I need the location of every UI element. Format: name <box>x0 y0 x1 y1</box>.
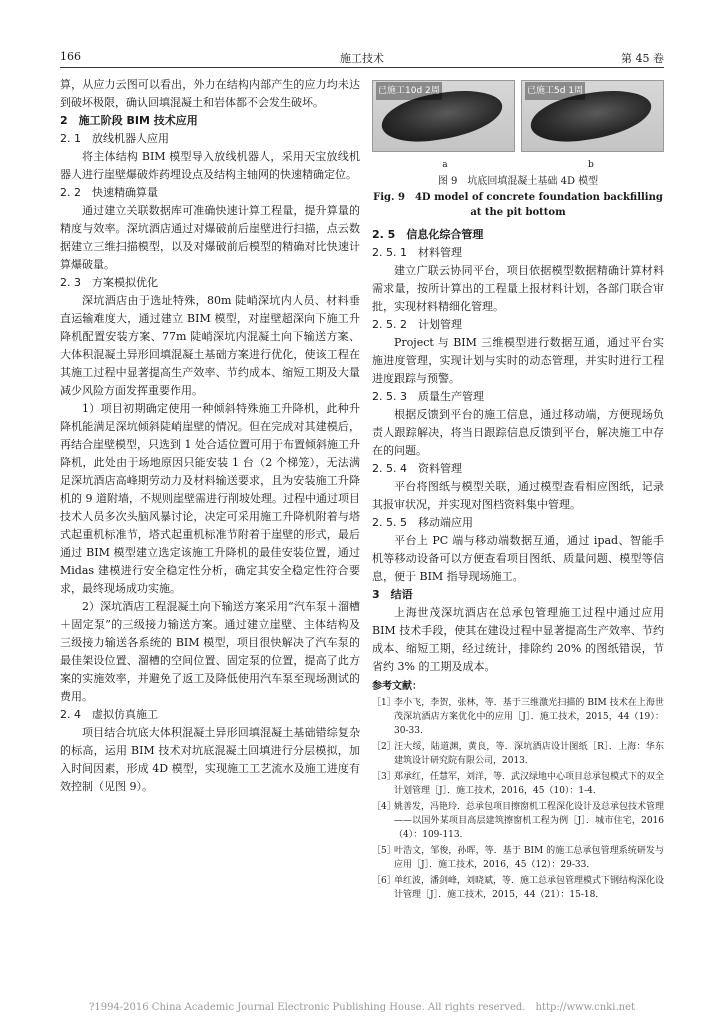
paragraph: 算，从应力云图可以看出，外力在结构内部产生的应力均未达到破坏极限，确认回填混凝土和岩体都不会发生破坏。 <box>60 78 360 109</box>
paragraph: 平台上 PC 端与移动端数据互通，通过 ipad、智能手机等移动设备可以方便查看项目图纸、质量问题、模型等信息，便于 BIM 指导现场施工。 <box>372 534 664 583</box>
paragraph: 项目结合坑底大体积混凝土异形回填混凝土基础错综复杂的标高，运用 BIM 技术对坑底混凝土回填进行分层模拟，加入时间因素，形成 4D 模型，实现施工工艺流水及施工进度有效控制（见图 9）。 <box>60 726 360 793</box>
image-label: 已施工5d 1周 <box>525 82 585 100</box>
sublabel-a: a <box>442 160 448 170</box>
subsection-heading: 2. 5. 5 移动端应用 <box>372 516 473 529</box>
volume-label: 第 45 卷 <box>621 52 664 65</box>
reference-number: ［5］ <box>372 846 396 856</box>
right-column <box>372 80 664 904</box>
reference-item <box>372 844 664 872</box>
figure-image-b <box>521 80 664 152</box>
figure-caption-cn: 图 9 坑底回填混凝土基础 4D 模型 <box>437 176 599 187</box>
image-label: 已施工10d 2周 <box>376 82 442 100</box>
paragraph: 上海世茂深坑酒店在总承包管理施工过程中通过应用 BIM 技术手段，使其在建设过程中显著提高生产效率、节约成本、缩短工期，经过统计，排除约 20% 的图纸错误，节省约 3% 的工期及成本。 <box>372 606 664 673</box>
figure-sublabels <box>372 156 664 168</box>
paragraph: 平台将图纸与模型关联，通过模型查看相应图纸，记录其报审状况，并实现对图档资料集中管理。 <box>372 480 664 511</box>
reference-number: ［2］ <box>372 742 396 752</box>
figure-caption-en: Fig. 9 4D model of concrete foundation backfilling at the pit bottom <box>373 192 663 218</box>
reference-text: 单红波，潘剑峰，刘晓斌，等．施工总承包管理模式下钢结构深化设计管理［J］．施工技术，2015，44（21）：15-18． <box>394 876 665 900</box>
subsection-heading: 2. 5. 4 资料管理 <box>372 462 462 475</box>
paragraph: 1）项目初期确定使用一种倾斜特殊施工升降机，此种升降机能满足深坑倾斜陡峭崖壁的情况。但在完成对其建模后，再结合崖壁模型，只选到 1 处合适位置可用于布置倾斜施工升降机，此处由于场地原因只能安装 1 台（2 个梯笼），无法满足深坑酒店高峰期劳动力及材料输送要求，且为安装施工升降机的 9 道附墙，不规则崖壁需进行削坡处理。过程中通过项目技术人员多次头脑风暴讨论，决定可采用施工升降机附着与塔式起重机标准节，塔式起重机标准节附着于崖壁的形式，最后通过 BIM 模型建立选定该施工升降机的最佳安装位置，通过 Midas 建模进行安全稳定性分析，确定其安全稳定性符合要求，最终现场成功实施。 <box>60 402 360 595</box>
subsection-heading: 2. 5. 1 材料管理 <box>372 246 462 259</box>
reference-text: 汪大绥，陆道渊，黄良，等．深坑酒店设计图纸［R］．上海：华东建筑设计研究院有限公司，2013． <box>394 742 664 766</box>
reference-item <box>372 874 664 902</box>
paragraph: 建立广联云协同平台，项目依据模型数据精确计算材料需求量，按所计算出的工程量上报材料计划，各部门联合审批，实现材料精细化管理。 <box>372 264 664 313</box>
header-rule <box>60 67 664 68</box>
subsection-heading: 2. 5. 2 计划管理 <box>372 318 462 331</box>
reference-item <box>372 740 664 768</box>
figure-9 <box>372 80 664 220</box>
reference-number: ［1］ <box>372 698 396 708</box>
copyright-footer: ?1994-2016 China Academic Journal Electronic Publishing House. All rights reserved. http://www.cnki.net <box>88 1002 635 1013</box>
sublabel-b: b <box>588 160 594 170</box>
page-number: 166 <box>60 50 81 63</box>
page-header <box>60 50 664 66</box>
reference-item <box>372 800 664 842</box>
section-heading: 3 结语 <box>372 588 413 601</box>
paragraph: 根据反馈到平台的施工信息，通过移动端，方便现场负责人跟踪解决，将当日跟踪信息反馈到平台，解决施工中存在的问题。 <box>372 408 664 457</box>
section-heading: 2 施工阶段 BIM 技术应用 <box>60 114 198 127</box>
reference-item <box>372 770 664 798</box>
reference-number: ［3］ <box>372 772 396 782</box>
subsection-heading: 2. 4 虚拟仿真施工 <box>60 708 158 721</box>
journal-name: 施工技术 <box>340 52 384 65</box>
reference-text: 李小飞，李贺，张林，等．基于三维激光扫描的 BIM 技术在上海世茂深坑酒店方案优化中的应用［J］．施工技术，2015，44（19）：30-33． <box>394 698 664 736</box>
reference-text: 叶浩文，邹俊，孙晖，等．基于 BIM 的施工总承包管理系统研发与应用［J］．施工技术，2016，45（12）：29-33． <box>394 846 664 870</box>
subsection-heading: 2. 3 方案模拟优化 <box>60 276 158 289</box>
reference-text: 姚善发，冯艳玲．总承包项目擦窗机工程深化设计及总承包技术管理——以国外某项目高层建筑擦窗机工程为例［J］．城市住宅，2016（4）：109-113． <box>394 802 665 840</box>
reference-number: ［4］ <box>372 802 396 812</box>
paragraph: Project 与 BIM 三维模型进行数据互通，通过平台实施进度管理，实现计划与实时的动态管理，并实时进行工程进度跟踪与预警。 <box>372 336 664 385</box>
paragraph: 通过建立关联数据库可准确快速计算工程量，提升算量的精度与效率。深坑酒店通过对爆破前后崖壁进行扫描，点云数据建立三维扫描模型，以及对爆破前后模型的精确对比快速计算爆破量。 <box>60 204 360 271</box>
reference-text: 郑承红，任慧军，刘洋，等．武汉绿地中心项目总承包模式下的双全计划管理［J］．施工技术，2016，45（10）：1-4． <box>394 772 665 796</box>
references-list <box>372 696 664 902</box>
subsection-heading: 2. 2 快速精确算量 <box>60 186 158 199</box>
paragraph: 将主体结构 BIM 模型导入放线机器人，采用天宝放线机器人进行崖壁爆破炸药埋设点及结构主轴网的快速精确定位。 <box>60 150 360 181</box>
subsection-heading: 2. 5. 3 质量生产管理 <box>372 390 484 403</box>
figure-images <box>372 80 664 152</box>
reference-item <box>372 696 664 738</box>
paragraph: 2）深坑酒店工程混凝土向下输送方案采用“汽车泵＋溜槽＋固定泵”的三级接力输送方案。通过建立崖壁、主体结构及三级接力输送各系统的 BIM 模型，项目很快解决了汽车泵的最佳架设位置、溜槽的空间位置、固定泵的位置，提高了此方案的实施效率，并避免了返工及降低使用汽车泵至现场测试的费用。 <box>60 600 360 703</box>
left-column <box>60 76 360 796</box>
subsection-heading: 2. 1 放线机器人应用 <box>60 132 169 145</box>
section-heading: 2. 5 信息化综合管理 <box>372 228 484 241</box>
figure-image-a <box>372 80 515 152</box>
paragraph: 深坑酒店由于选址特殊，80m 陡峭深坑内人员、材料垂直运输难度大，通过建立 BIM 模型，对崖壁超深向下施工升降机配置安装方案、77m 陡峭深坑内混凝土向下输送方案、大体积混凝土异形回填混凝土基础方案进行优化，使该工程在其施工过程中显著提高生产效率、节约成本、缩短工期及大量减少风险方面发挥重要作用。 <box>60 294 360 397</box>
references-title: 参考文献： <box>372 681 422 692</box>
reference-number: ［6］ <box>372 876 396 886</box>
